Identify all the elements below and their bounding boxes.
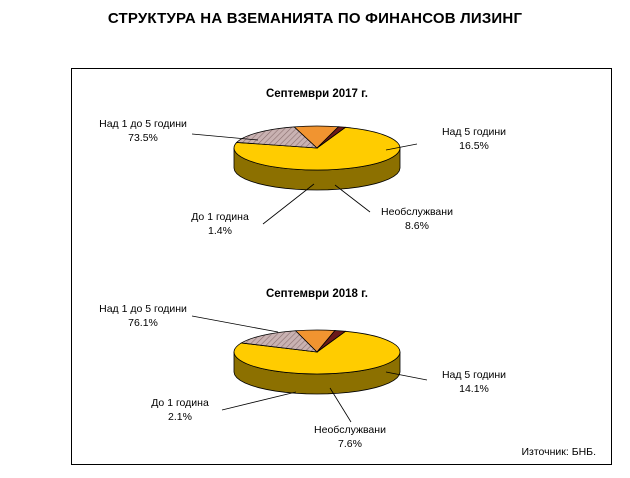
pie-chart-2: [192, 316, 427, 422]
slice-value-neobsluzhvani-1: 8.6%: [405, 220, 429, 232]
slice-label-nad-1-do-5-2: Над 1 до 5 години: [99, 303, 187, 315]
slice-label-nad-5-1: Над 5 години: [441, 126, 507, 138]
slice-label-do-1-2: До 1 година: [151, 397, 209, 409]
slice-label-neobsluzhvani-1: Необслужвани: [381, 206, 453, 218]
leader-line-do-1-1: [263, 184, 314, 224]
slice-label-nad-1-do-5-1: Над 1 до 5 години: [99, 118, 187, 130]
leader-line-neobsluzhvani-1: [335, 185, 370, 212]
source-note: Източник: БНБ.: [521, 446, 596, 458]
slice-label-nad-5-2: Над 5 години: [441, 369, 507, 381]
leader-line-nad-1-do-5-2: [192, 316, 278, 332]
slice-value-neobsluzhvani-2: 7.6%: [338, 438, 362, 450]
slice-label-do-1-1: До 1 година: [191, 211, 249, 223]
slice-value-nad-5-2: 14.1%: [459, 383, 489, 395]
slice-value-do-1-1: 1.4%: [208, 225, 232, 237]
slice-value-nad-1-do-5-2: 76.1%: [128, 317, 158, 329]
leader-line-do-1-2: [222, 392, 296, 410]
slice-label-neobsluzhvani-2: Необслужвани: [314, 424, 386, 436]
pie-title-2: Септември 2018 г.: [265, 288, 369, 300]
pie-title-1: Септември 2017 г.: [265, 88, 369, 100]
slice-value-do-1-2: 2.1%: [168, 411, 192, 423]
slice-value-nad-5-1: 16.5%: [459, 140, 489, 152]
page-title: СТРУКТУРА НА ВЗЕМАНИЯТА ПО ФИНАНСОВ ЛИЗИНГ: [107, 10, 523, 27]
slice-value-nad-1-do-5-1: 73.5%: [128, 132, 158, 144]
